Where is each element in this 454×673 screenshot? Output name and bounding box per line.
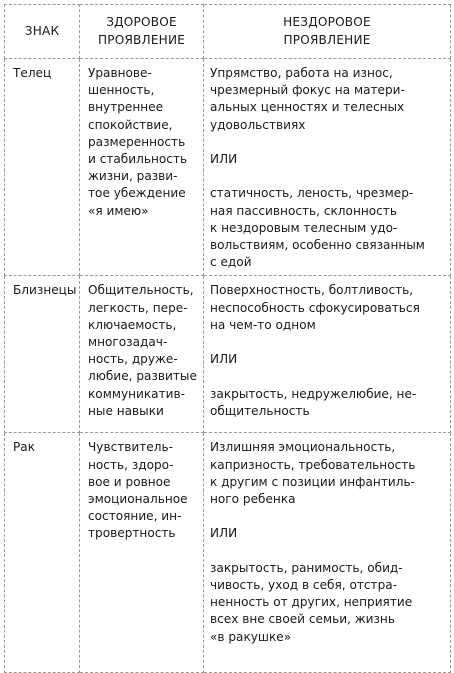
table-row-cancer	[5, 433, 451, 673]
header-unhealthy: НЕЗДОРОВОЕ ПРОЯВЛЕНИЕ	[204, 5, 451, 59]
table-row-taurus	[5, 59, 451, 276]
table-row-gemini	[5, 276, 451, 433]
header-row	[5, 5, 451, 59]
healthy-cell: Уравнове- шенность, внутреннее спокойствие, размеренность и стабильность жизни, разви- тое убеждение «я имею»	[80, 59, 204, 276]
unhealthy-cell: Излишняя эмоциональность, капризность, требовательность к другим с позиции инфантиль- ного ребенка ИЛИ закрытость, ранимость, обид- чивость, уход в себя, отстра- ненность от других, неприятие всех вне своей семьи, жизнь «в ракушке»	[204, 433, 451, 673]
healthy-cell: Чувствитель- ность, здоро- вое и ровное эмоциональное состояние, ин- тровертность	[80, 433, 204, 673]
or-separator: ИЛИ	[210, 526, 238, 541]
or-separator: ИЛИ	[210, 352, 238, 367]
zodiac-table	[4, 4, 451, 673]
or-separator: ИЛИ	[210, 152, 238, 166]
sign-cell: Близнецы	[5, 276, 80, 433]
sign-cell: Телец	[5, 59, 80, 276]
header-healthy: ЗДОРОВОЕ ПРОЯВЛЕНИЕ	[80, 5, 204, 59]
unhealthy-cell: Поверхностность, болтливость, неспособность сфокусироваться на чем-то одном ИЛИ закрытость, недружелюбие, не- общительность	[204, 276, 451, 433]
header-sign: ЗНАК	[5, 5, 80, 59]
sign-cell: Рак	[5, 433, 80, 673]
unhealthy-cell: Упрямство, работа на износ, чрезмерный фокус на матери- альных ценностях и телесных удовольствиях ИЛИ статичность, леность, чрезмер- ная пассивность, склонность к нездоровым телесным удо- вольствиям, особенно связанным с едой	[204, 59, 451, 276]
healthy-cell: Общительность, легкость, пере- ключаемость, многозадач- ность, друже- любие, развитые коммуникатив- ные навыки	[80, 276, 204, 433]
